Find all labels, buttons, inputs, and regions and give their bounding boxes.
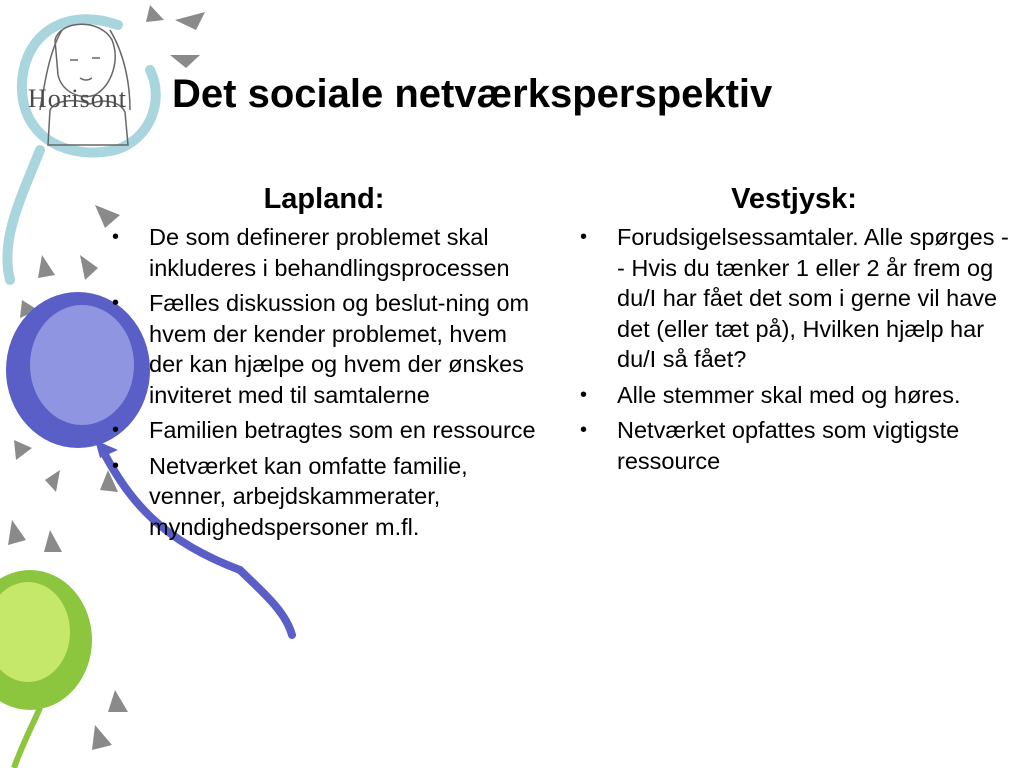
list-item: [576, 222, 1012, 375]
bullet-list: [576, 222, 1012, 476]
list-item: [576, 380, 1012, 411]
column-vestjysk: [576, 183, 1012, 481]
bullet-icon: •: [112, 226, 120, 248]
list-item-text: Familien betragtes som en ressource: [149, 417, 536, 443]
list-item-text: Netværket opfattes som vigtigste ressource: [617, 417, 960, 474]
list-item-text: Fælles diskussion og beslut-ning om hvem der kender problemet, hvem der kan hjælpe og hvem der ønskes inviteret med til samtalerne: [149, 290, 530, 408]
column-heading: Lapland:: [263, 183, 385, 215]
column-heading: Vestjysk:: [731, 183, 857, 215]
bullet-icon: •: [112, 419, 120, 441]
bullet-list: [108, 222, 540, 542]
column-lapland: [108, 183, 540, 547]
list-item: [108, 415, 540, 446]
bullet-icon: •: [112, 292, 120, 314]
list-item: [108, 451, 540, 543]
bullet-icon: •: [580, 419, 588, 441]
list-item-text: Alle stemmer skal med og høres.: [617, 381, 961, 408]
bullet-icon: •: [580, 383, 588, 406]
list-item-text: Netværket kan omfatte familie, venner, arbejdskammerater, myndighedspersoner m.fl.: [149, 452, 468, 540]
bullet-icon: •: [112, 454, 120, 477]
green-balloon-decoration: [0, 570, 92, 768]
list-item: [108, 222, 540, 283]
list-item-text: De som definerer problemet skal inkluderes i behandlingsprocessen: [149, 224, 510, 281]
list-item: [576, 415, 1012, 476]
bullet-icon: •: [580, 226, 588, 248]
list-item: [108, 288, 540, 410]
slide-title: Det sociale netværksperspektiv: [172, 72, 773, 116]
list-item-text: Forudsigelsessamtaler. Alle spørges - - Hvis du tænker 1 eller 2 år frem og du/I har fået det som i gerne vil have det (eller tæt på), Hvilken hjælp har du/I så fået?: [617, 224, 1009, 372]
logo-text: Horisont: [28, 84, 127, 113]
